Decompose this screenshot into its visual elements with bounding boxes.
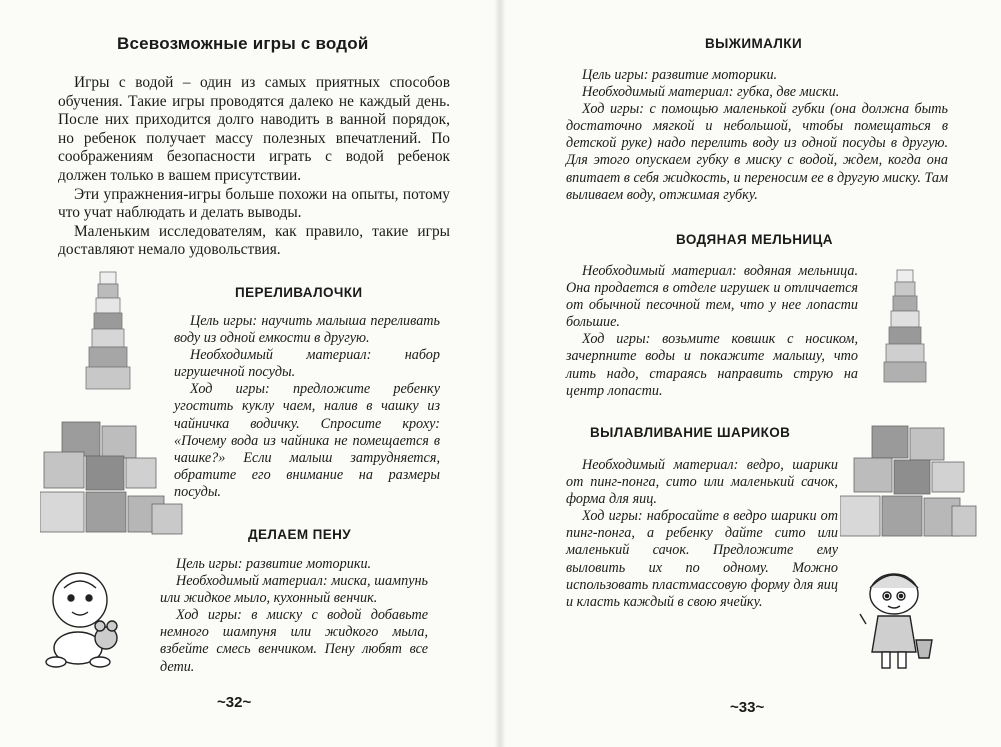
- materials-paragraph: Необходимый материал: ведро, шарики от пинг-понга, сито или маленький сачок, форма для яиц.: [566, 457, 838, 508]
- section-text: [566, 457, 838, 611]
- section-text: [566, 67, 948, 204]
- section-heading: ВЫЛАВЛИВАНИЕ ШАРИКОВ: [590, 425, 791, 440]
- section-heading: ПЕРЕЛИВАЛОЧКИ: [235, 285, 363, 300]
- procedure-paragraph: Ход игры: возьмите ковшик с носиком, зачерпните воды и покажите малышу, что лить надо, стараясь направить струю на центр лопасти.: [566, 331, 858, 399]
- goal-paragraph: Цель игры: развитие моторики.: [582, 67, 778, 83]
- baby-illustration: [44, 568, 130, 668]
- procedure-paragraph: Ход игры: в миску с водой добавьте немного шампуня или жидкого мыла, взбейте смесь венчиком. Пену любят все дети.: [160, 607, 428, 675]
- procedure-paragraph: Ход игры: набросайте в ведро шарики от пинг-понга, а ребенку дайте сито или маленький сачок. Предложите ему выловить их по одному. Можно использовать пластмассовую форму для яиц и класть каждый в свою ячейку.: [566, 508, 838, 610]
- procedure-paragraph: Ход игры: с помощью маленькой губки (она должна быть достаточно мягкой и небольшой, чтобы помещаться в детской руке) надо перелить воду из одной посуды в другую. Для этого опускаем губку в миску с водой, ждем, когда она впитает в себя жидкость, и переносим ее в другую миску. Там выливаем воду, отжимая губку.: [566, 101, 948, 203]
- cube-tower-illustration: [882, 266, 928, 384]
- page-number: ~33~: [730, 699, 765, 716]
- section-heading: ВЫЖИМАЛКИ: [705, 36, 803, 51]
- section-heading: ДЕЛАЕМ ПЕНУ: [248, 527, 352, 542]
- intro-paragraph: Маленьким исследователям, как правило, такие игры доставляют немало удовольствия.: [58, 222, 450, 259]
- materials-paragraph: Необходимый материал: губка, две миски.: [582, 84, 840, 101]
- materials-paragraph: Необходимый материал: набор игрушечной посуды.: [174, 347, 440, 381]
- page-title: Всевозможные игры с водой: [117, 34, 369, 53]
- right-page: [500, 0, 1001, 747]
- child-illustration: [858, 570, 938, 676]
- intro-paragraph: Игры с водой – один из самых приятных способов обучения. Такие игры проводятся далеко не каждый день. После них приходится долго наводить в ванной порядок, но ребенок получает массу полезных впечатлений. По соображениям безопасности играть с водой ребенок должен только в вашем присутствии.: [58, 74, 450, 184]
- materials-paragraph: Необходимый материал: миска, шампунь или жидкое мыло, кухонный венчик.: [160, 573, 428, 607]
- section-heading: ВОДЯНАЯ МЕЛЬНИЦА: [676, 232, 833, 247]
- goal-paragraph: Цель игры: развитие моторики.: [176, 556, 372, 572]
- intro-paragraph: Эти упражнения-игры больше похожи на опыты, потому что учат наблюдать и делать выводы.: [58, 185, 450, 222]
- section-text: [566, 263, 858, 400]
- section-text: [174, 313, 440, 501]
- left-page: [0, 0, 500, 747]
- materials-paragraph: Необходимый материал: водяная мельница. Она продается в отделе игрушек и отличается от обычной песочной тем, что у нее лопасти большие.: [566, 263, 858, 331]
- intro-text: [58, 74, 450, 260]
- goal-paragraph: Цель игры: научить малыша переливать воду из одной емкости в другую.: [174, 313, 440, 347]
- block-pile-illustration: [840, 420, 978, 540]
- procedure-paragraph: Ход игры: предложите ребенку угостить куклу чаем, налив в чашку из чайничка водичку. Спросите кроху: «Почему вода из чайника не помещается в чашке?» Если малыш затрудняется, обратите его внимание на размеры посуды.: [174, 381, 440, 500]
- section-text: [160, 556, 428, 676]
- page-number: ~32~: [217, 694, 252, 711]
- cube-tower-illustration: [84, 268, 134, 392]
- block-pile-illustration: [40, 412, 190, 538]
